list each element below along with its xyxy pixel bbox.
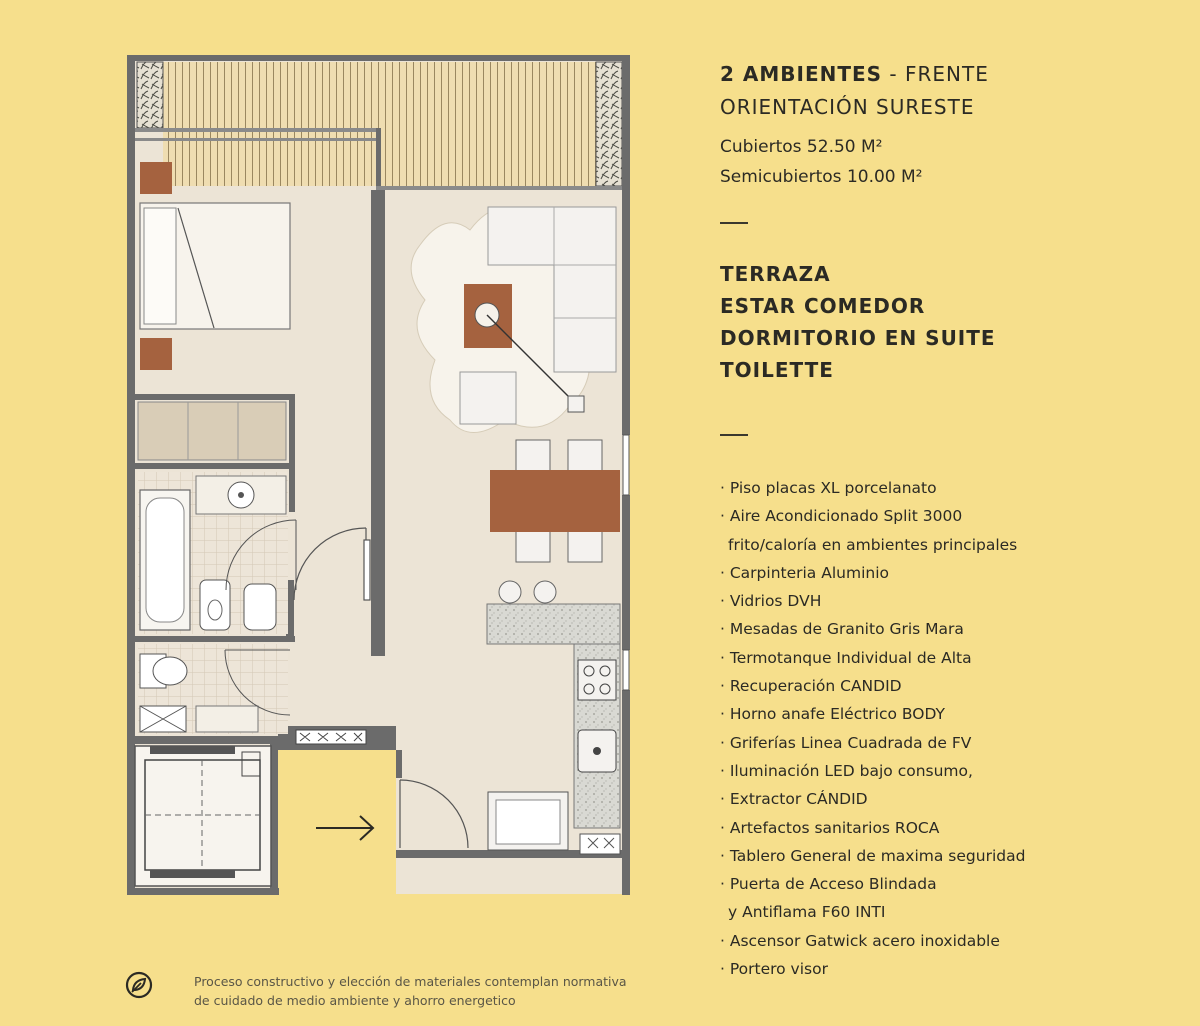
elevator	[135, 746, 271, 886]
feature-text: · Termotanque Individual de Alta	[720, 648, 972, 667]
feature-text: · Tablero General de maxima seguridad	[720, 846, 1026, 865]
bedroom	[138, 162, 290, 460]
feature-list	[720, 474, 1180, 983]
duct	[296, 730, 366, 744]
feature-item	[720, 700, 1180, 728]
feature-text-continued: frito/caloría en ambientes principales	[728, 535, 1018, 554]
feature-item	[720, 842, 1180, 870]
divider	[720, 434, 748, 436]
room-list	[720, 258, 1180, 386]
feature-text: · Portero visor	[720, 960, 828, 979]
feature-item	[720, 870, 1180, 927]
feature-item	[720, 729, 1180, 757]
feature-text: · Horno anafe Eléctrico BODY	[720, 705, 946, 724]
title-separator: -	[882, 62, 905, 86]
sustainability-note-line: de cuidado de medio ambiente y ahorro energetico	[194, 993, 516, 1008]
feature-item	[720, 814, 1180, 842]
sustainability-note	[194, 972, 664, 1010]
room-item: TERRAZA	[720, 262, 831, 286]
unit-orientation: ORIENTACIÓN SURESTE	[720, 95, 975, 119]
area-summary	[720, 132, 1180, 192]
feature-text: · Piso placas XL porcelanato	[720, 479, 937, 497]
feature-item	[720, 785, 1180, 813]
room-item: ESTAR COMEDOR	[720, 294, 926, 318]
sustainability-note-line: Proceso constructivo y elección de materiales contemplan normativa	[194, 974, 627, 989]
room-item: DORMITORIO EN SUITE	[720, 326, 996, 350]
feature-text: · Recuperación CANDID	[720, 677, 902, 696]
unit-position: FRENTE	[905, 62, 989, 86]
feature-item	[720, 502, 1180, 559]
semi-covered-area: Semicubiertos 10.00 M²	[720, 167, 923, 187]
feature-item	[720, 757, 1180, 785]
feature-text: · Griferías Linea Cuadrada de FV	[720, 733, 972, 752]
unit-type: 2 AMBIENTES	[720, 62, 883, 86]
feature-item	[720, 927, 1180, 955]
feature-text: · Ascensor Gatwick acero inoxidable	[720, 931, 1000, 950]
feature-text: · Aire Acondicionado Split 3000	[720, 507, 963, 526]
feature-text: · Vidrios DVH	[720, 592, 822, 611]
feature-item	[720, 644, 1180, 672]
unit-title	[720, 58, 1180, 91]
feature-text: · Carpinteria Aluminio	[720, 563, 889, 582]
toilette	[138, 644, 290, 734]
covered-area: Cubiertos 52.50 M²	[720, 137, 883, 157]
unit-info-panel	[720, 58, 1180, 983]
feature-text: · Mesadas de Granito Gris Mara	[720, 620, 964, 639]
feature-item	[720, 615, 1180, 643]
feature-text-continued: y Antiflama F60 INTI	[728, 903, 886, 922]
divider	[720, 222, 748, 224]
feature-text: · Iluminación LED bajo consumo,	[720, 761, 973, 780]
feature-text: · Artefactos sanitarios ROCA	[720, 818, 940, 837]
feature-item	[720, 672, 1180, 700]
feature-text: · Puerta de Acceso Blindada	[720, 875, 937, 894]
feature-item	[720, 474, 1180, 502]
eco-icon	[124, 970, 154, 1000]
bathroom	[138, 472, 296, 634]
feature-item	[720, 587, 1180, 615]
feature-item	[720, 955, 1180, 983]
feature-item	[720, 559, 1180, 587]
feature-text: · Extractor CÁNDID	[720, 790, 868, 809]
room-item: TOILETTE	[720, 358, 834, 382]
